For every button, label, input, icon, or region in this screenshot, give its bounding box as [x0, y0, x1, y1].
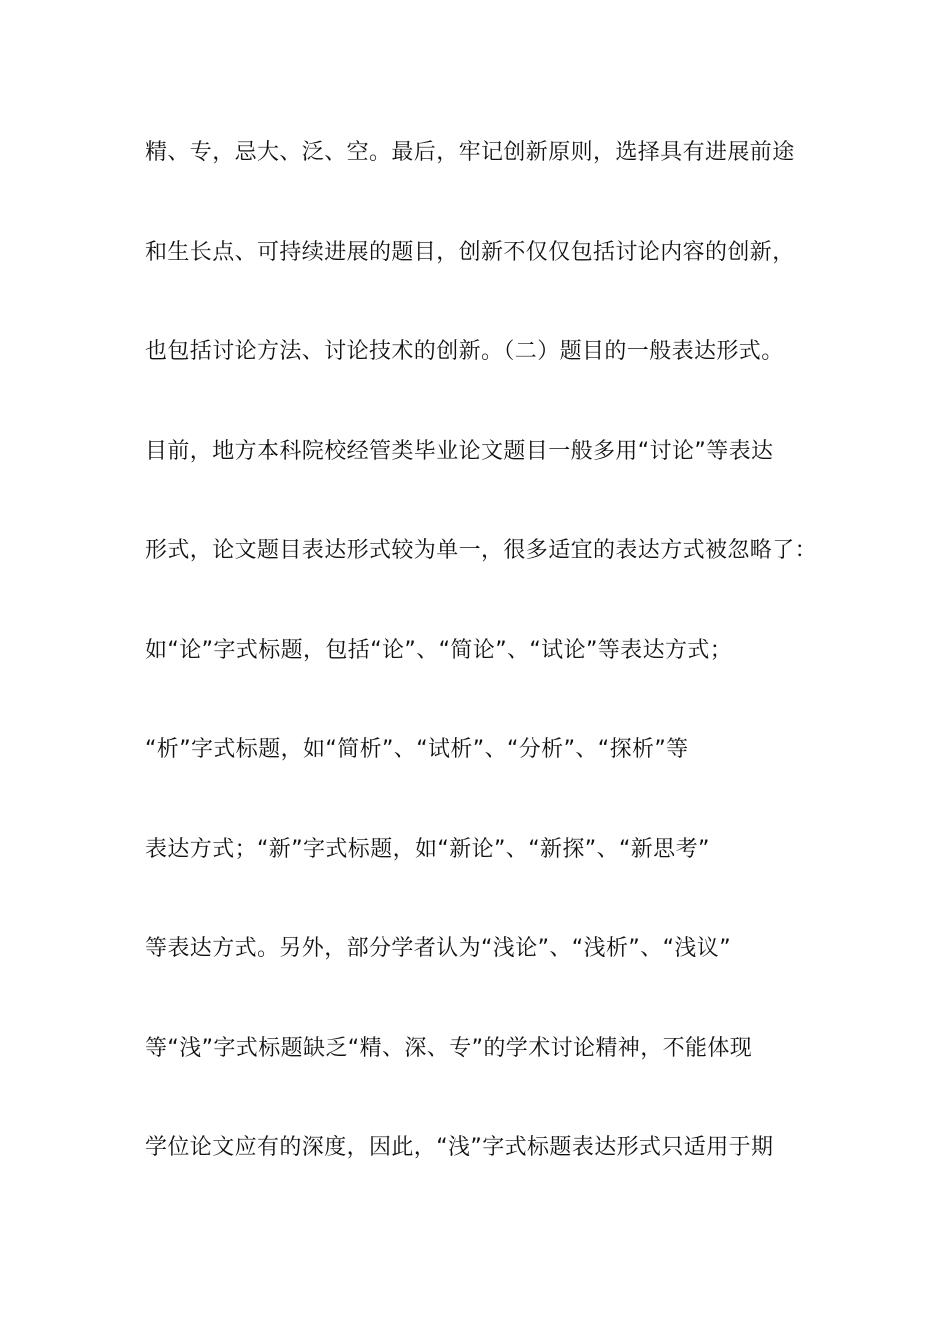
- text-line-3: 也包括讨论方法、讨论技术的创新。（二）题目的一般表达形式。: [145, 339, 784, 364]
- text-line-2: 和生长点、可持续进展的题目，创新不仅仅包括讨论内容的创新，: [145, 239, 795, 265]
- text-line-6: 如“论”字式标题，包括“论”、“简论”、“试论”等表达方式；: [145, 637, 733, 663]
- body-text: [145, 130, 825, 1225]
- text-line-5: 形式，论文题目表达形式较为单一，很多适宜的表达方式被忽略了：: [145, 538, 818, 563]
- text-line-7: “析”字式标题，如“简析”、“试析”、“分析”、“探析”等: [145, 737, 689, 762]
- text-line-9: 等表达方式。另外，部分学者认为“浅论”、“浅析”、“浅议”: [145, 936, 731, 961]
- text-line-11: 学位论文应有的深度，因此，“浅”字式标题表达形式只适用于期: [145, 1135, 774, 1160]
- text-line-8: 表达方式；“新”字式标题，如“新论”、“新探”、“新思考”: [145, 836, 710, 862]
- text-line-4: 目前，地方本科院校经管类毕业论文题目一般多用“讨论”等表达: [145, 438, 774, 464]
- text-line-1: 精、专，忌大、泛、空。最后，牢记创新原则，选择具有进展前途: [145, 140, 795, 165]
- text-line-10: 等“浅”字式标题缺乏“精、深、专”的学术讨论精神，不能体现: [145, 1035, 753, 1061]
